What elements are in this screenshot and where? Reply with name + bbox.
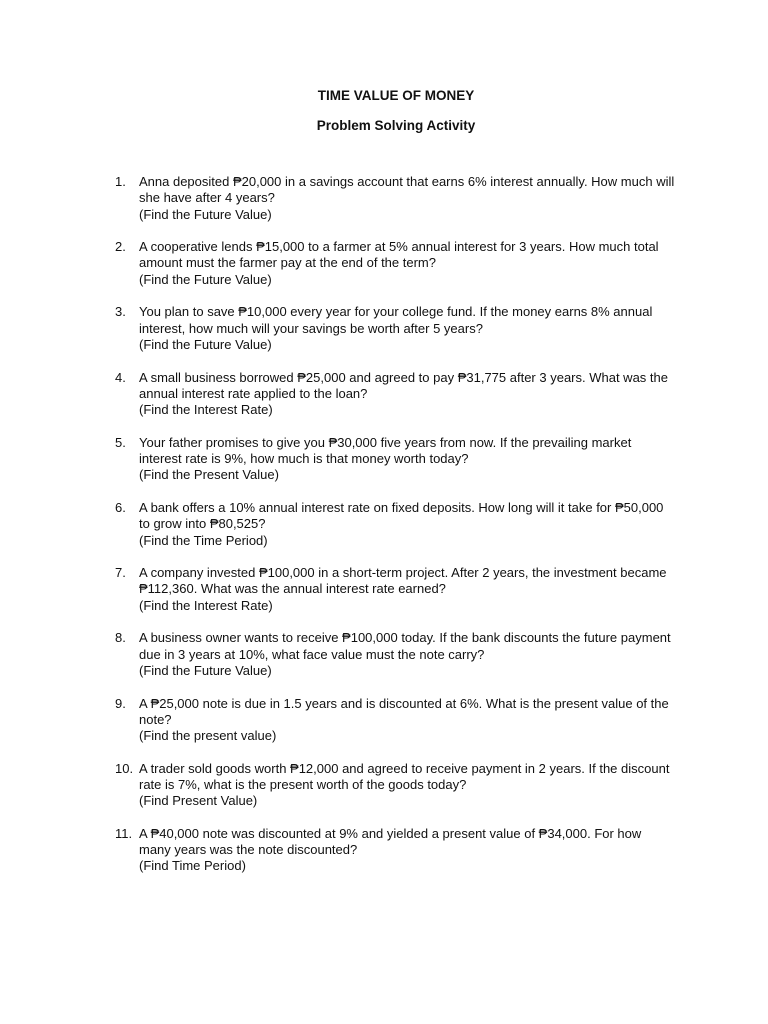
- problem-item: [115, 370, 675, 419]
- problem-text: A small business borrowed ₱25,000 and agreed to pay ₱31,775 after 3 years. What was the annual interest rate applied to the loan?: [139, 369, 668, 401]
- problem-item: [115, 565, 675, 614]
- problem-text: A ₱25,000 note is due in 1.5 years and is discounted at 6%. What is the present value of the note?: [139, 695, 669, 727]
- problem-hint: (Find the Time Period): [139, 532, 268, 548]
- problem-item: [115, 630, 675, 679]
- problem-item: [115, 435, 675, 484]
- problem-number: 5.: [115, 434, 126, 450]
- problem-text: A bank offers a 10% annual interest rate on fixed deposits. How long will it take for ₱50,000 to grow into ₱80,525?: [139, 499, 664, 532]
- problem-item: [115, 500, 675, 549]
- problem-number: 4.: [115, 369, 126, 385]
- problem-hint: (Find the present value): [139, 728, 277, 744]
- problem-hint: (Find the Present Value): [139, 467, 279, 483]
- problem-number: 10.: [115, 760, 134, 776]
- problem-item: [115, 174, 675, 223]
- problem-item: [115, 239, 675, 288]
- problem-text: Anna deposited ₱20,000 in a savings account that earns 6% interest annually. How much will she have after 4 years?: [139, 174, 675, 206]
- problem-number: 9.: [115, 695, 126, 711]
- problem-text: You plan to save ₱10,000 every year for your college fund. If the money earns 8% annual interest, how much will your savings be worth after 5 years?: [139, 304, 653, 336]
- problem-item: [115, 826, 675, 875]
- problem-hint: (Find the Interest Rate): [139, 597, 273, 613]
- problem-hint: (Find the Future Value): [139, 336, 272, 352]
- problem-hint: (Find Present Value): [139, 793, 258, 809]
- problem-number: 7.: [115, 565, 126, 581]
- problem-text: A ₱40,000 note was discounted at 9% and yielded a present value of ₱34,000. For how many years was the note discounted?: [139, 825, 642, 858]
- problem-text: A trader sold goods worth ₱12,000 and agreed to receive payment in 2 years. If the discount rate is 7%, what is the present worth of the goods today?: [139, 760, 670, 792]
- problem-number: 1.: [115, 174, 126, 189]
- problem-item: [115, 304, 675, 353]
- problem-number: 6.: [115, 499, 126, 515]
- problem-text: Your father promises to give you ₱30,000 five years from now. If the prevailing market interest rate is 9%, how much is that money worth today?: [139, 434, 632, 467]
- document-subtitle: Problem Solving Activity: [316, 118, 476, 133]
- problem-text: A business owner wants to receive ₱100,000 today. If the bank discounts the future payment due in 3 years at 10%, what face value must the note carry?: [139, 630, 671, 662]
- problem-text: A cooperative lends ₱15,000 to a farmer at 5% annual interest for 3 years. How much total amount must the farmer pay at the end of the term?: [139, 239, 659, 271]
- problem-list: [115, 174, 675, 891]
- problem-hint: (Find the Future Value): [139, 271, 272, 287]
- problem-item: [115, 696, 675, 745]
- problem-number: 3.: [115, 304, 126, 320]
- problem-number: 2.: [115, 239, 126, 255]
- problem-hint: (Find the Future Value): [139, 662, 272, 678]
- problem-number: 8.: [115, 630, 126, 646]
- problem-item: [115, 761, 675, 810]
- problem-text: A company invested ₱100,000 in a short-term project. After 2 years, the investment became ₱112,360. What was the annual interest rate earned?: [139, 565, 667, 597]
- problem-hint: (Find Time Period): [139, 858, 246, 874]
- problem-hint: (Find the Future Value): [139, 206, 272, 222]
- document-title: TIME VALUE OF MONEY: [317, 88, 475, 103]
- problem-hint: (Find the Interest Rate): [139, 402, 273, 418]
- problem-number: 11.: [115, 825, 133, 841]
